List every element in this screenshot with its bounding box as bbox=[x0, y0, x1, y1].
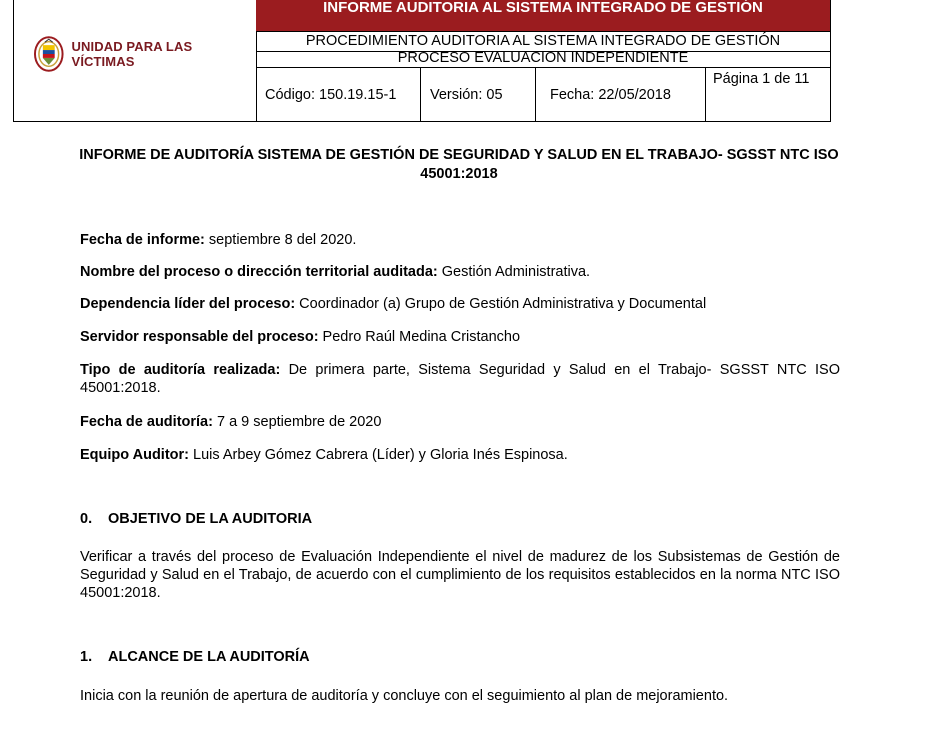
field-value: Luis Arbey Gómez Cabrera (Líder) y Gloria Inés Espinosa. bbox=[189, 447, 568, 463]
field-value: Gestión Administrativa. bbox=[437, 264, 591, 280]
field-report-date bbox=[80, 231, 840, 249]
section-heading-scope bbox=[80, 649, 310, 665]
date-cell bbox=[536, 68, 706, 122]
section-number: 1. bbox=[80, 649, 93, 665]
field-label: Servidor responsable del proceso: bbox=[80, 329, 319, 345]
logo-cell bbox=[13, 0, 257, 122]
field-label: Fecha de auditoría: bbox=[80, 414, 213, 430]
field-value: 7 a 9 septiembre de 2020 bbox=[212, 414, 382, 430]
field-label: Equipo Auditor: bbox=[80, 447, 189, 463]
code-cell bbox=[256, 68, 421, 122]
field-process bbox=[80, 263, 840, 281]
procedure-name: PROCEDIMIENTO AUDITORIA AL SISTEMA INTEGRADO DE GESTIÓN bbox=[256, 32, 830, 52]
document-code: Código: 150.19.15-1 bbox=[265, 87, 397, 103]
field-value: Pedro Raúl Medina Cristancho bbox=[318, 329, 521, 345]
field-label: Fecha de informe: bbox=[80, 232, 205, 248]
section-title: OBJETIVO DE LA AUDITORIA bbox=[108, 511, 313, 527]
document-version: Versión: 05 bbox=[430, 87, 503, 103]
field-label: Tipo de auditoría realizada: bbox=[80, 362, 281, 378]
section-title: ALCANCE DE LA AUDITORÍA bbox=[108, 649, 310, 665]
document-date: Fecha: 22/05/2018 bbox=[550, 87, 671, 103]
field-responsible bbox=[80, 328, 840, 346]
section-text-scope: Inicia con la reunión de apertura de auditoría y concluye con el seguimiento al plan de mejoramiento. bbox=[80, 688, 729, 704]
section-number: 0. bbox=[80, 511, 93, 527]
report-header-title: INFORME AUDITORIA AL SISTEMA INTEGRADO DE GESTIÓN bbox=[256, 0, 830, 32]
institution-logo bbox=[34, 35, 256, 73]
page-cell bbox=[706, 68, 831, 122]
field-audit-date bbox=[80, 413, 840, 431]
field-label: Nombre del proceso o dirección territorial auditada: bbox=[80, 264, 438, 280]
field-value: De primera parte, Sistema Seguridad y Salud en el Trabajo- SGSST NTC ISO 45001:2018. bbox=[80, 362, 841, 396]
version-cell bbox=[421, 68, 536, 122]
section-text-objective: Verificar a través del proceso de Evaluación Independiente el nivel de madurez de los Subsistemas de Gestión de Seguridad y Salud en el Trabajo, de acuerdo con el cumplimiento de los requisitos establecidos en la norma NTC ISO 45001:2018. bbox=[80, 549, 840, 601]
process-name: PROCESO EVALUACIÒN INDEPENDIENTE bbox=[256, 51, 830, 68]
field-audit-type bbox=[80, 361, 840, 397]
header-info-table bbox=[256, 0, 831, 122]
colombia-seal-icon bbox=[34, 35, 64, 73]
field-lead-dependency bbox=[80, 295, 840, 313]
field-label: Dependencia líder del proceso: bbox=[80, 296, 296, 312]
page-number: Página 1 de 11 bbox=[713, 71, 810, 87]
document-metadata-row bbox=[256, 68, 830, 122]
document-title: INFORME DE AUDITORÍA SISTEMA DE GESTIÓN DE SEGURIDAD Y SALUD EN EL TRABAJO- SGSST NTC ISO 45001:2018 bbox=[79, 147, 839, 182]
field-value: septiembre 8 del 2020. bbox=[204, 232, 357, 248]
field-audit-team bbox=[80, 446, 840, 464]
logo-text: UNIDAD PARA LAS VÍCTIMAS bbox=[71, 39, 193, 69]
field-value: Coordinador (a) Grupo de Gestión Administrativa y Documental bbox=[295, 296, 707, 312]
section-heading-objective bbox=[80, 511, 312, 527]
